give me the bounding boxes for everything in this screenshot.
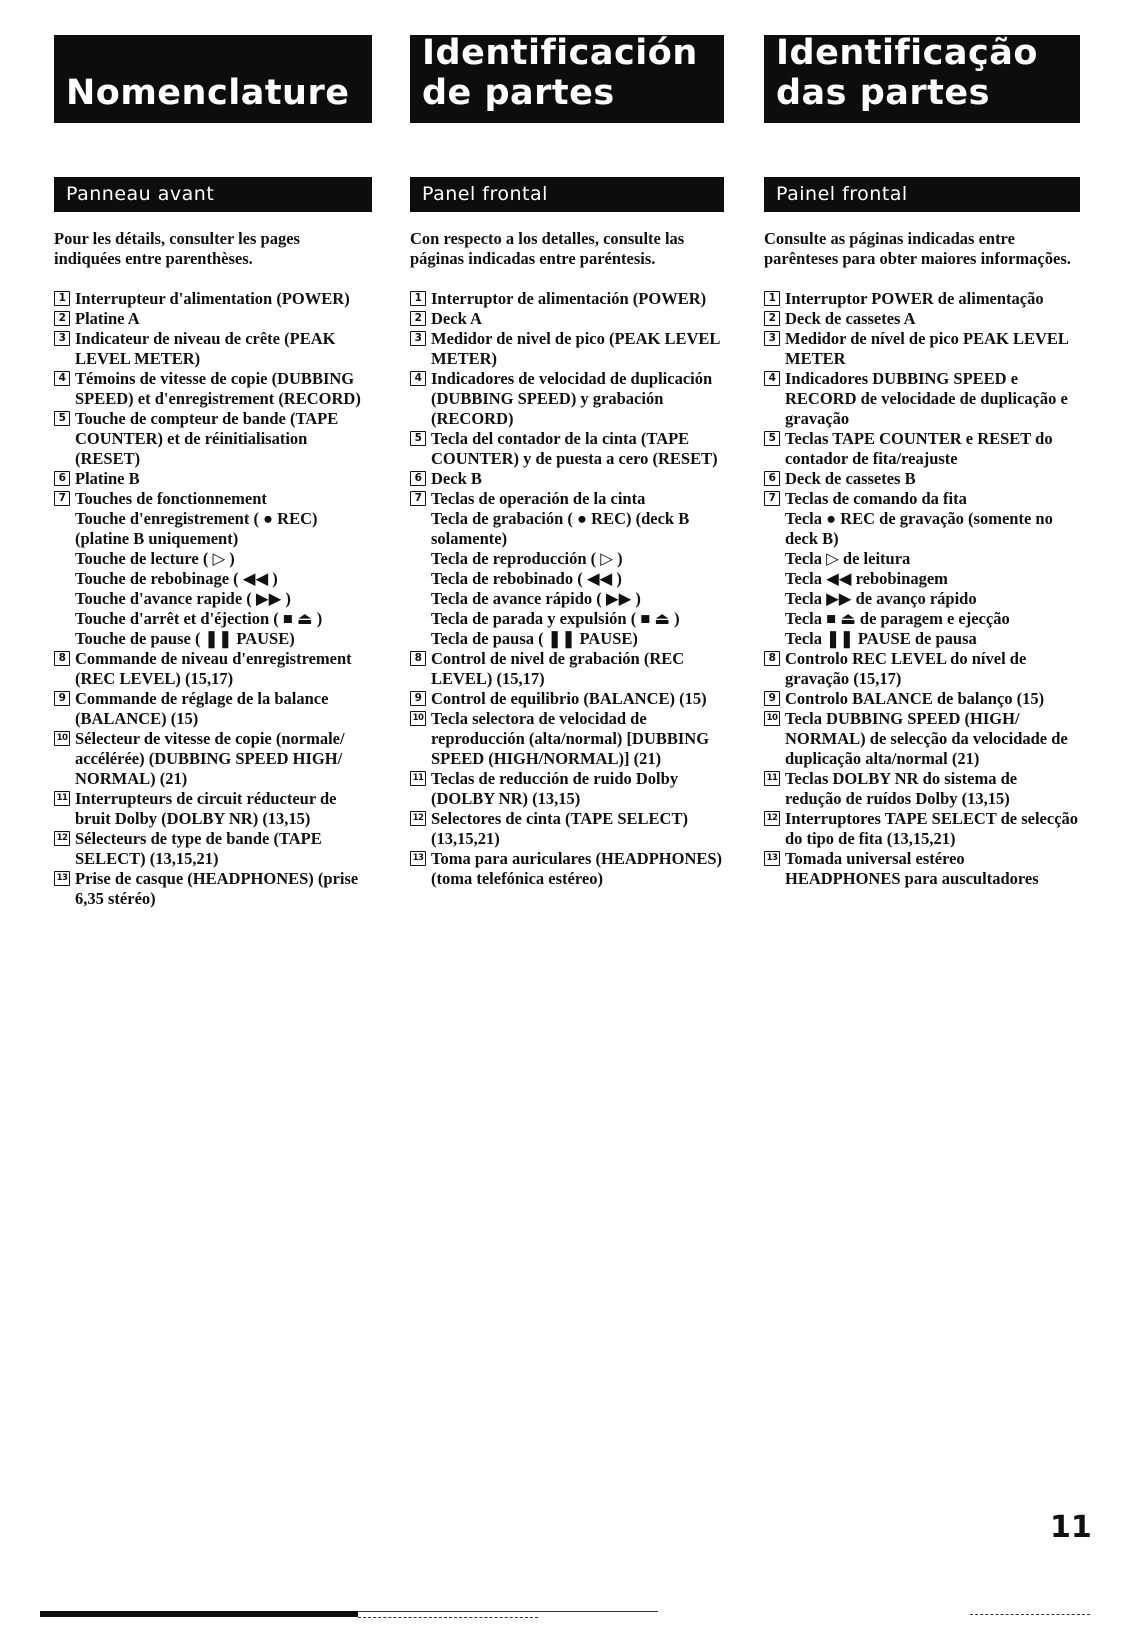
item-number-badge: 2 — [410, 311, 426, 326]
item-number-badge: 8 — [54, 651, 70, 666]
parts-list — [764, 289, 1080, 889]
list-item — [410, 429, 724, 469]
item-text: Interrupteur d'alimentation (POWER) — [75, 289, 350, 308]
item-text: Medidor de nível de pico PEAK LEVEL METER — [785, 329, 1069, 368]
item-text: Deck de cassetes B — [785, 469, 916, 488]
item-number-badge: 5 — [764, 431, 780, 446]
list-item — [410, 489, 724, 649]
item-text: Controlo BALANCE de balanço (15) — [785, 689, 1045, 708]
item-text: Deck A — [431, 309, 482, 328]
item-text: Control de equilibrio (BALANCE) (15) — [431, 689, 707, 708]
item-text: Commande de réglage de la balance (BALANCE) (15) — [75, 689, 329, 728]
item-text: Témoins de vitesse de copie (DUBBING SPEED) et d'enregistrement (RECORD) — [75, 369, 361, 408]
item-number-badge: 4 — [410, 371, 426, 386]
item-text: Teclas TAPE COUNTER e RESET do contador de fita/reajuste — [785, 429, 1053, 468]
list-item — [54, 689, 372, 729]
item-number-badge: 12 — [764, 811, 780, 826]
item-text: Touche de compteur de bande (TAPE COUNTER) et de réinitialisation (RESET) — [75, 409, 339, 468]
list-item — [54, 369, 372, 409]
item-number-badge: 10 — [410, 711, 426, 726]
item-number-badge: 10 — [54, 731, 70, 746]
list-item — [764, 289, 1080, 309]
item-text: Medidor de nivel de pico (PEAK LEVEL METER) — [431, 329, 721, 368]
list-item — [764, 329, 1080, 369]
list-item — [764, 709, 1080, 769]
item-text: Deck de cassetes A — [785, 309, 916, 328]
item-text: Control de nivel de grabación (REC LEVEL) (15,17) — [431, 649, 685, 688]
list-item — [410, 649, 724, 689]
list-item — [54, 729, 372, 789]
section-subheading: Panneau avant — [54, 177, 372, 212]
item-number-badge: 11 — [54, 791, 70, 806]
item-text: Deck B — [431, 469, 482, 488]
footer-thin-rule — [358, 1611, 658, 1612]
list-item — [764, 489, 1080, 649]
item-number-badge: 7 — [54, 491, 70, 506]
item-text: Interruptores TAPE SELECT de selecção do tipo de fita (13,15,21) — [785, 809, 1079, 848]
item-number-badge: 8 — [410, 651, 426, 666]
item-text: Toma para auriculares (HEADPHONES) (toma telefónica estéreo) — [431, 849, 723, 888]
item-text: Indicadores DUBBING SPEED e RECORD de velocidade de duplicação e gravação — [785, 369, 1068, 428]
list-item — [410, 849, 724, 889]
list-item — [54, 649, 372, 689]
item-text: Platine B — [75, 469, 140, 488]
item-number-badge: 4 — [54, 371, 70, 386]
list-item — [54, 869, 372, 909]
list-item — [54, 469, 372, 489]
list-item — [410, 709, 724, 769]
section-subheading: Panel frontal — [410, 177, 724, 212]
section-subheading: Painel frontal — [764, 177, 1080, 212]
item-text: Teclas de comando da fita Tecla ● REC de gravação (somente no deck B) Tecla ▷ de leitura Tecla ◀◀ rebobinagem Tecla ▶▶ de avanço rápido Tecla ■ ⏏ de paragem e ejecção Tecla ❚❚ PAUSE de pausa — [785, 489, 1053, 648]
parts-list — [410, 289, 724, 889]
item-text: Platine A — [75, 309, 140, 328]
intro-text: Con respecto a los detalles, consulte las páginas indicadas entre paréntesis. — [410, 229, 685, 268]
list-item — [764, 849, 1080, 889]
list-item — [764, 769, 1080, 809]
parts-list — [54, 289, 372, 909]
list-item — [54, 789, 372, 829]
item-text: Commande de niveau d'enregistrement (REC LEVEL) (15,17) — [75, 649, 352, 688]
column-spanish — [410, 35, 724, 905]
list-item — [54, 329, 372, 369]
item-number-badge: 1 — [54, 291, 70, 306]
item-number-badge: 1 — [764, 291, 780, 306]
list-item — [764, 369, 1080, 429]
item-text: Indicadores de velocidad de duplicación (DUBBING SPEED) y grabación (RECORD) — [431, 369, 713, 428]
intro-text: Consulte as páginas indicadas entre parênteses para obter maiores informações. — [764, 229, 1071, 268]
list-item — [410, 469, 724, 489]
item-text: Interruptor POWER de alimentação — [785, 289, 1044, 308]
item-number-badge: 6 — [764, 471, 780, 486]
list-item — [410, 769, 724, 809]
item-number-badge: 6 — [410, 471, 426, 486]
item-text: Prise de casque (HEADPHONES) (prise 6,35 stéréo) — [75, 869, 359, 908]
list-item — [410, 329, 724, 369]
section-title: Identificação das partes — [764, 35, 1080, 123]
item-number-badge: 13 — [410, 851, 426, 866]
list-item — [764, 309, 1080, 329]
item-text: Teclas de operación de la cinta Tecla de grabación ( ● REC) (deck B solamente) Tecla de reproducción ( ▷ ) Tecla de rebobinado ( ◀◀ ) Tecla de avance rápido ( ▶▶ ) Tecla de parada y expulsión ( ■ ⏏ ) Tecla de pausa ( ❚❚ PAUSE) — [431, 489, 690, 648]
item-number-badge: 3 — [764, 331, 780, 346]
item-number-badge: 12 — [410, 811, 426, 826]
list-item — [410, 809, 724, 849]
column-french — [54, 35, 372, 925]
list-item — [764, 809, 1080, 849]
item-number-badge: 5 — [54, 411, 70, 426]
list-item — [764, 649, 1080, 689]
item-text: Sélecteurs de type de bande (TAPE SELECT) (13,15,21) — [75, 829, 322, 868]
section-title: Identificación de partes — [410, 35, 724, 123]
item-text: Touches de fonctionnement Touche d'enregistrement ( ● REC) (platine B uniquement) Touche de lecture ( ▷ ) Touche de rebobinage ( ◀◀ ) Touche d'avance rapide ( ▶▶ ) Touche d'arrêt et d'éjection ( ■ ⏏ ) Touche de pause ( ❚❚ PAUSE) — [75, 489, 323, 648]
footer-dashed-rule-right — [970, 1614, 1090, 1615]
list-item — [54, 409, 372, 469]
page-number: 11 — [1050, 1510, 1092, 1545]
list-item — [410, 369, 724, 429]
item-number-badge: 2 — [54, 311, 70, 326]
item-text: Selectores de cinta (TAPE SELECT) (13,15,21) — [431, 809, 688, 848]
item-text: Tecla DUBBING SPEED (HIGH/ NORMAL) de selecção da velocidade de duplicação alta/normal (21) — [785, 709, 1068, 768]
footer-dashed-rule — [358, 1617, 538, 1618]
item-number-badge: 2 — [764, 311, 780, 326]
item-text: Interruptor de alimentación (POWER) — [431, 289, 707, 308]
item-text: Interrupteurs de circuit réducteur de bruit Dolby (DOLBY NR) (13,15) — [75, 789, 337, 828]
list-item — [54, 289, 372, 309]
item-number-badge: 9 — [54, 691, 70, 706]
item-text: Controlo REC LEVEL do nível de gravação (15,17) — [785, 649, 1027, 688]
list-item — [54, 829, 372, 869]
item-number-badge: 9 — [410, 691, 426, 706]
list-item — [764, 429, 1080, 469]
item-text: Tomada universal estéreo HEADPHONES para auscultadores — [785, 849, 1039, 888]
intro-text: Pour les détails, consulter les pages indiquées entre parenthèses. — [54, 229, 300, 268]
item-number-badge: 8 — [764, 651, 780, 666]
list-item — [410, 289, 724, 309]
item-number-badge: 5 — [410, 431, 426, 446]
item-number-badge: 11 — [410, 771, 426, 786]
item-text: Tecla del contador de la cinta (TAPE COUNTER) y de puesta a cero (RESET) — [431, 429, 718, 468]
item-text: Sélecteur de vitesse de copie (normale/ accélérée) (DUBBING SPEED HIGH/ NORMAL) (21) — [75, 729, 345, 788]
list-item — [764, 469, 1080, 489]
item-number-badge: 11 — [764, 771, 780, 786]
list-item — [410, 689, 724, 709]
list-item — [54, 489, 372, 649]
item-number-badge: 10 — [764, 711, 780, 726]
item-number-badge: 12 — [54, 831, 70, 846]
footer-rule — [40, 1611, 358, 1617]
item-number-badge: 7 — [410, 491, 426, 506]
item-text: Teclas de reducción de ruido Dolby (DOLBY NR) (13,15) — [431, 769, 679, 808]
item-number-badge: 3 — [410, 331, 426, 346]
list-item — [410, 309, 724, 329]
item-text: Tecla selectora de velocidad de reproducción (alta/normal) [DUBBING SPEED (HIGH/NORMAL)] (21) — [431, 709, 710, 768]
item-number-badge: 13 — [54, 871, 70, 886]
item-number-badge: 7 — [764, 491, 780, 506]
item-number-badge: 3 — [54, 331, 70, 346]
item-number-badge: 9 — [764, 691, 780, 706]
item-text: Indicateur de niveau de crête (PEAK LEVEL METER) — [75, 329, 336, 368]
item-text: Teclas DOLBY NR do sistema de redução de ruídos Dolby (13,15) — [785, 769, 1018, 808]
item-number-badge: 4 — [764, 371, 780, 386]
item-number-badge: 13 — [764, 851, 780, 866]
section-title: Nomenclature — [54, 35, 372, 123]
list-item — [764, 689, 1080, 709]
list-item — [54, 309, 372, 329]
item-number-badge: 6 — [54, 471, 70, 486]
item-number-badge: 1 — [410, 291, 426, 306]
column-portuguese — [764, 35, 1080, 905]
